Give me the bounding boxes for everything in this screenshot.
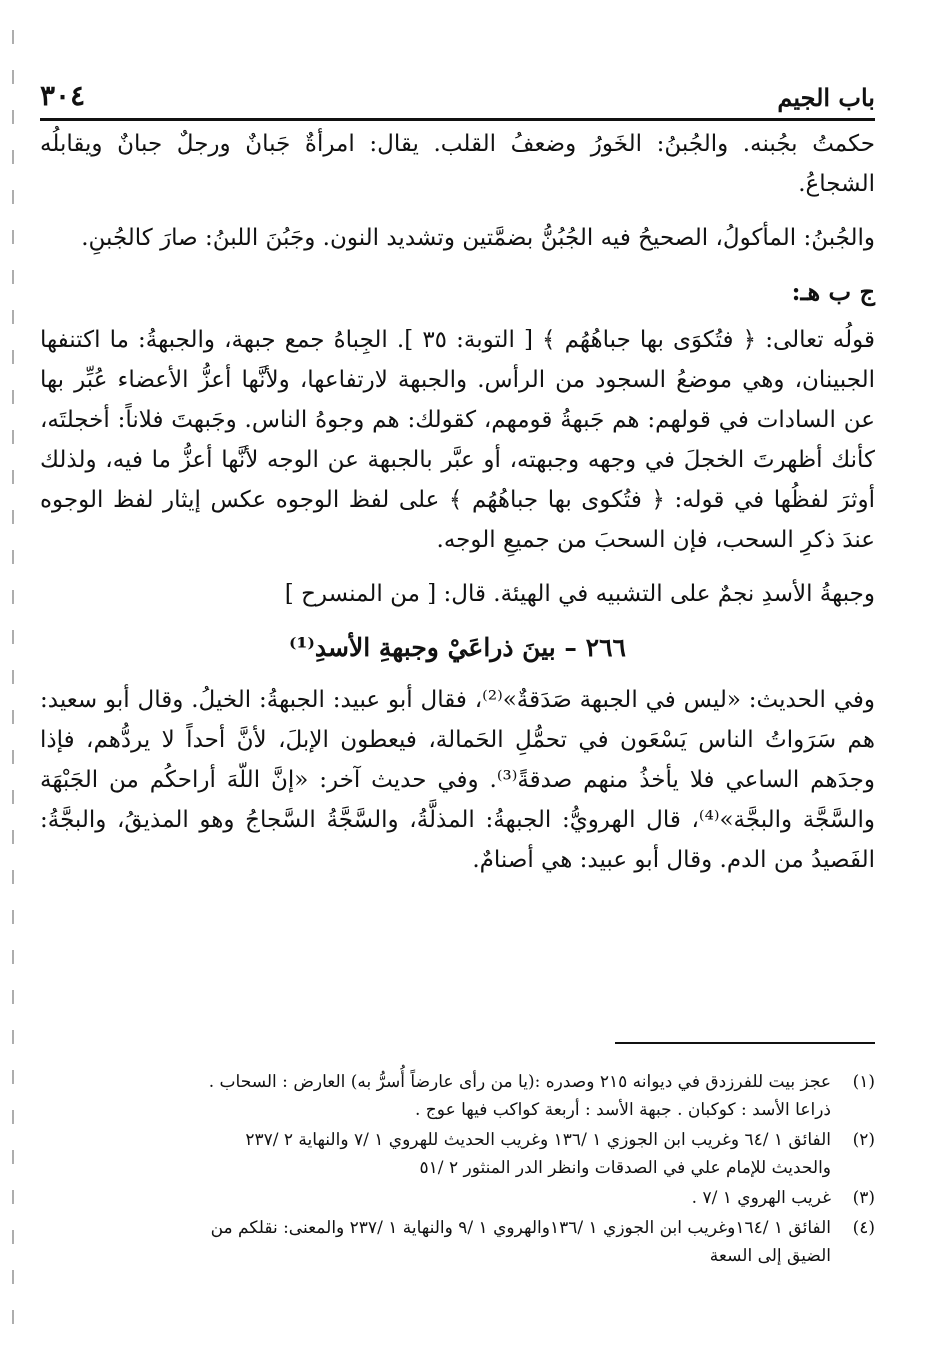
page-edge-line [12, 30, 14, 1340]
footnote-3 [40, 1184, 875, 1212]
body-text [40, 124, 875, 894]
footnote-2 [40, 1126, 875, 1182]
footnote-number: (٤) [852, 1218, 875, 1238]
footnote-text [40, 1214, 831, 1270]
footnote-4 [40, 1214, 875, 1270]
footnote-text [40, 1184, 831, 1212]
footnote-line: الفائق ١ /١٦٤وغريب ابن الجوزي ١ /١٣٦والهروي ١ /٩ والنهاية ١ /٢٣٧ والمعنى: نقلكم من [210, 1218, 831, 1238]
section-title: باب الجيم [777, 83, 875, 112]
footnote-number: (٣) [852, 1188, 875, 1208]
page-number: ٣٠٤ [40, 79, 86, 112]
paragraph-jubn-cheese: والجُبنُ: المأكولُ، الصحيحُ فيه الجُبُنُّ بضمَّتين وتشديد النون. وجَبُنَ اللبنُ: صارَ كالجُبنِ. [81, 225, 875, 251]
footnote-line: عجز بيت للفرزدق في ديوانه ٢١٥ وصدره :(يا من رأى عارضاً أُسرُّ به) العارض : السحاب . [208, 1072, 831, 1092]
paragraph-jabhat-al-asad: وجبهةُ الأسدِ نجمٌ على التشبيه في الهيئة. قال: [ من المنسرح ] [284, 581, 875, 607]
footnote-line: غريب الهروي ١ /٧ . [691, 1188, 831, 1208]
paragraph-jubn-cowardice: حكمتُ بجُبنه. والجُبنُ: الخَورُ وضعفُ القلب. يقال: امرأةٌ جَبانٌ ورجلٌ جبانٌ ويقابلُه الشجاعُ. [40, 131, 875, 197]
footnote-line: الفائق ١ /٦٤ وغريب ابن الجوزي ١ /١٣٦ وغريب الحديث للهروي ١ /٧ والنهاية ٢ /٢٣٧ [245, 1130, 831, 1150]
paragraph-jabha-definition: قولُه تعالى: ﴿ فتُكوَى بها جباهُهُم ﴾ [ التوبة: ٣٥ ]. الجِباهُ جمع جبهة، والجبهةُ: ما اكتنفها الجبينان، وهي موضعُ السجود من الرأس. والجبهة لارتفاعها، ولأنَّها أعزُّ الأعضاء عُبِّر بها عن السادات في قولهم: هم جَبهةُ قومهم، كقولك: هم وجوهُ الناس. وجَبهتَ فلاناً: أخجلتَه، كأنك أظهرتَ الخجلَ في وجهه وجبهته، أو عبَّر بالجبهة عن الوجه لأنَّها أعزُّ ما فيه، ولذلك أوثرَ لفظُها في قوله: ﴿ فتُكوى بها جباهُهُم ﴾ على لفظ الوجوه عكس إيثار لفظ الوجوه عندَ ذكرِ السحب، فإن السحبَ من جميعِ الوجه. [40, 327, 875, 553]
footnote-1 [40, 1068, 875, 1124]
footnote-number: (٢) [852, 1130, 875, 1150]
footnote-text [40, 1126, 831, 1182]
footnote-line: والحديث للإمام علي في الصدقات وانظر الدر المنثور ٢ /٥١ [419, 1158, 831, 1178]
entry-root-heading: ج ب هـ: [791, 277, 875, 306]
footnote-separator [615, 1042, 875, 1044]
paragraph-hadith: وفي الحديث: «ليس في الجبهة صَدَقةٌ»⁽²⁾، فقال أبو عبيد: الجبهةُ: الخيلُ. وقال أبو سعيد: هم سَرَواتُ الناس يَسْعَون في تحمُّلِ الحَمالة، فيعطون الإبلَ، لأنَّ أحداً لا يردُّهم، فإذا وجدَهم الساعي فلا يأخذُ منهم صدقةً⁽³⁾. وفي حديث آخر: «إنَّ اللّهَ أراحكُم من الجَبْهَة والسَّجَّة والبجَّة»⁽⁴⁾، قال الهرويُّ: الجبهةُ: المذلَّةُ، والسَّجَّةُ السَّجاجُ وهو المذيقُ، والبجَّةُ: الفَصيدُ من الدم. وقال أبو عبيد: هي أصنامٌ. [40, 687, 875, 873]
footnotes-section [40, 1068, 875, 1272]
poetry-verse: ٢٦٦ – بينَ ذراعَيْ وجبهةِ الأسدِ⁽¹⁾ [289, 633, 626, 662]
footnote-line: ذراعا الأسد : كوكبان . جبهة الأسد : أربعة كواكب فيها عوج . [415, 1100, 831, 1120]
footnote-line: الضيق إلى السعة [709, 1246, 831, 1266]
footnote-text [40, 1068, 831, 1124]
document-page [40, 0, 875, 1356]
page-header [40, 70, 875, 121]
footnote-number: (١) [852, 1072, 875, 1092]
